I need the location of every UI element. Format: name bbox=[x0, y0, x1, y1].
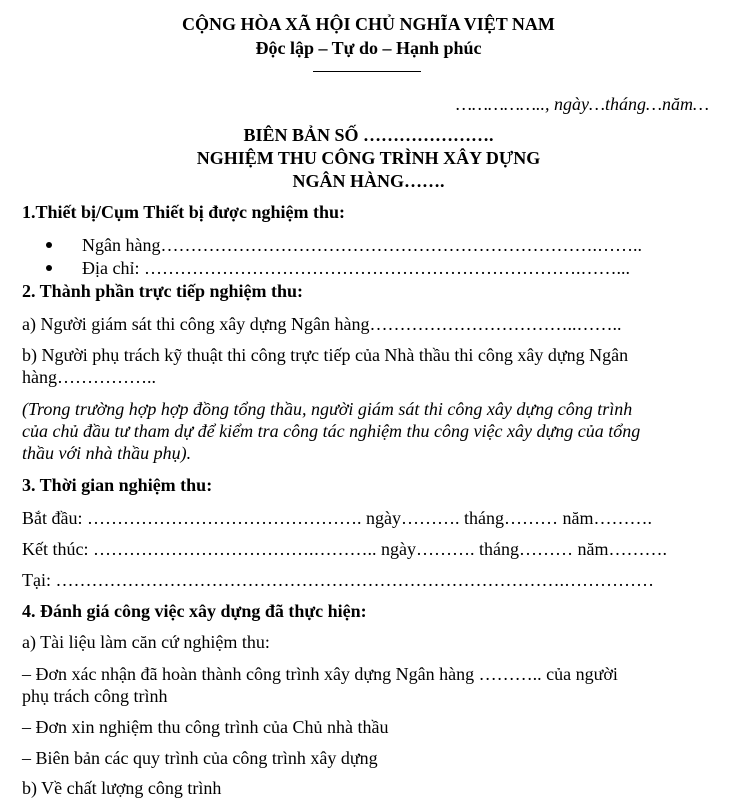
bank-name-field: Ngân hàng……………………………………………………………….…….. bbox=[82, 235, 642, 255]
section1-heading: 1.Thiết bị/Cụm Thiết bị được nghiệm thu: bbox=[22, 202, 345, 222]
location-field: Tại: ………………………………………………………………………….…………… bbox=[22, 570, 654, 590]
note-line-1: (Trong trường hợp hợp đồng tổng thầu, người giám sát thi công xây dựng công trình bbox=[22, 399, 633, 419]
section3-heading: 3. Thời gian nghiệm thu: bbox=[22, 475, 213, 495]
country-header: CỘNG HÒA XÃ HỘI CHỦ NGHĨA VIỆT NAM bbox=[182, 14, 555, 34]
document-item-2: – Đơn xin nghiệm thu công trình của Chủ nhà thầu bbox=[22, 717, 389, 737]
document-item-1-cont: phụ trách công trình bbox=[22, 686, 168, 706]
documents-basis-label: a) Tài liệu làm căn cứ nghiệm thu: bbox=[22, 632, 270, 652]
report-number: BIÊN BẢN SỐ …………………. bbox=[243, 125, 494, 145]
bullet-icon bbox=[46, 265, 52, 271]
document-item-3: – Biên bản các quy trình của công trình xây dựng bbox=[22, 748, 378, 768]
bullet-icon bbox=[46, 242, 52, 248]
report-subtitle: NGÂN HÀNG……. bbox=[292, 171, 445, 191]
place-date-line: …………….., ngày…tháng…năm… bbox=[455, 94, 709, 114]
technical-lead-field: b) Người phụ trách kỹ thuật thi công trực tiếp của Nhà thầu thi công xây dựng Ngân bbox=[22, 345, 629, 365]
note-line-2: của chủ đầu tư tham dự để kiểm tra công tác nghiệm thu công việc xây dựng của tổng bbox=[22, 421, 641, 441]
document-item-1: – Đơn xác nhận đã hoàn thành công trình xây dựng Ngân hàng ……….. của người bbox=[22, 664, 618, 684]
technical-lead-field-cont: hàng…………….. bbox=[22, 367, 156, 387]
motto: Độc lập – Tự do – Hạnh phúc bbox=[255, 38, 482, 58]
end-time-field: Kết thúc: ……………………………….……….. ngày………. tháng……… năm………. bbox=[22, 539, 667, 559]
section2-heading: 2. Thành phần trực tiếp nghiệm thu: bbox=[22, 281, 304, 301]
start-time-field: Bắt đầu: ………………………………………. ngày………. tháng……… năm………. bbox=[22, 508, 652, 528]
section4-heading: 4. Đánh giá công việc xây dựng đã thực hiện: bbox=[22, 601, 367, 621]
note-line-3: thầu với nhà thầu phụ). bbox=[22, 443, 192, 463]
header-divider bbox=[313, 71, 421, 72]
report-title: NGHIỆM THU CÔNG TRÌNH XÂY DỰNG bbox=[196, 148, 541, 168]
quality-label: b) Về chất lượng công trình bbox=[22, 778, 222, 798]
supervisor-field: a) Người giám sát thi công xây dựng Ngân hàng……………………………..…….. bbox=[22, 314, 622, 334]
address-field: Địa chỉ: ……………………………………………………………….……... bbox=[82, 258, 630, 278]
